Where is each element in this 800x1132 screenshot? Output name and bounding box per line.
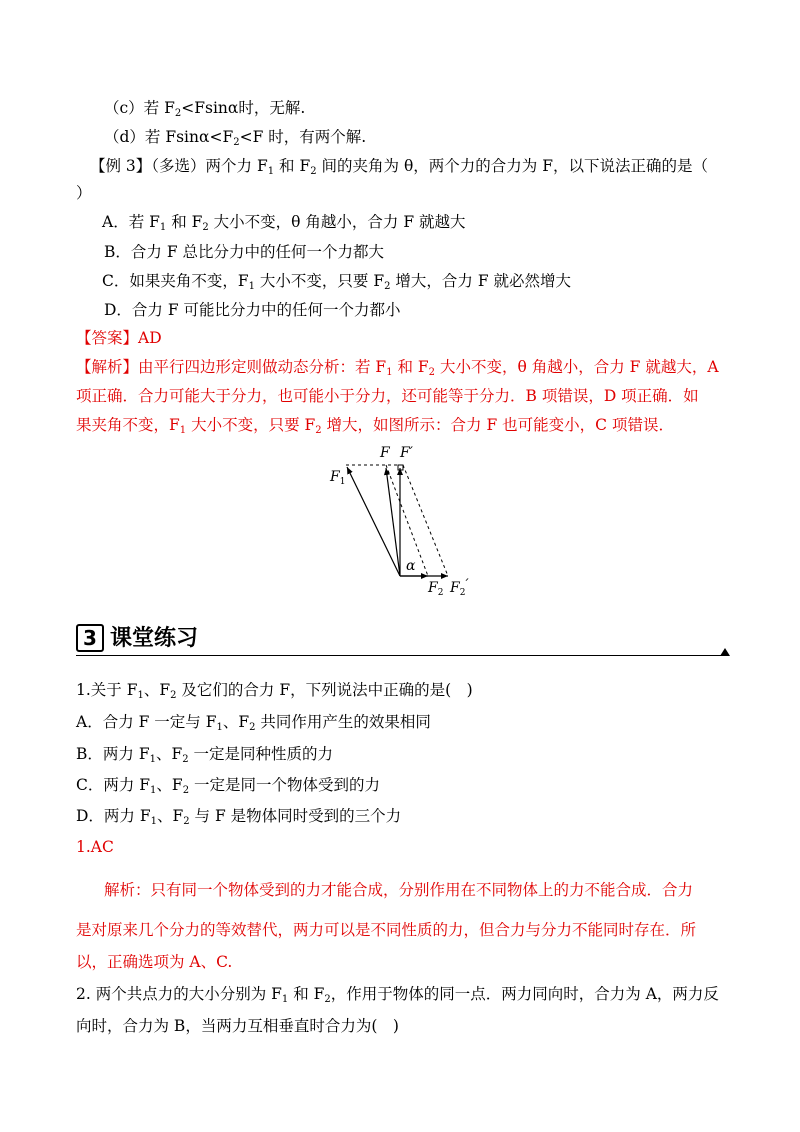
example-3-option-a: A．若 $F_1$ 和 $F_2$ 大小不变，θ 角越小，合力 F 就越大 <box>102 213 466 233</box>
f1-vector <box>347 467 400 576</box>
case-c-text: （c）若 $F_2<Fsin\alpha$时，无解. <box>104 99 306 119</box>
question-1-explanation-line-1: 解析：只有同一个物体受到的力才能合成，分别作用在不同物体上的力不能合成．合力 <box>104 881 694 899</box>
section-header <box>76 622 730 658</box>
analysis-line-1: 【解析】由平行四边形定则做动态分析：若 $F_1$ 和 $F_2$ 大小不变，θ 角越小，合力 F 就越大，A <box>76 358 719 378</box>
question-1-explanation-line-2: 是对原来几个分力的等效替代，两力可以是不同性质的力，但合力与分力不能同时存在．所 <box>76 921 697 939</box>
example-3-option-b: B．合力 F 总比分力中的任何一个力都大 <box>104 243 385 261</box>
label-alpha: α <box>406 558 416 574</box>
section-title: 课堂练习 <box>110 626 199 651</box>
section-number-badge: 3 <box>76 624 104 652</box>
question-1-answer: 1.AC <box>76 838 114 856</box>
question-1-option-a: A．合力 F 一定与 $F_1$、$F_2$ 共同作用产生的效果相同 <box>76 713 431 733</box>
question-1-option-c: C．两力 $F_1$、$F_2$ 一定是同一个物体受到的力 <box>76 776 380 796</box>
example-3-option-d: D．合力 F 可能比分力中的任何一个力都小 <box>104 301 401 319</box>
example-3-option-c: C．如果夹角不变，$F_1$ 大小不变，只要 $F_2$ 增大，合力 F 就必然增大 <box>102 272 572 292</box>
label-f: F <box>380 445 390 461</box>
label-f2: $F_2$ <box>428 580 444 598</box>
analysis-line-3: 果夹角不变，$F_1$ 大小不变，只要 $F_2$ 增大，如图所示：合力 F 也可能变小，C 项错误． <box>76 416 674 436</box>
example-3-close-paren: ） <box>76 184 92 202</box>
label-f1: $F_1$ <box>330 469 346 487</box>
force-parallelogram-diagram <box>320 440 520 605</box>
example-3-answer: 【答案】AD <box>76 329 162 347</box>
question-1-option-d: D．两力 $F_1$、$F_2$ 与 F 是物体同时受到的三个力 <box>76 807 402 827</box>
question-2-line-2: 向时，合力为 B，当两力互相垂直时合力为( ) <box>76 1017 399 1035</box>
section-rule <box>76 655 722 656</box>
case-d-text: （d）若 $Fsin\alpha<F_2<F$ 时，有两个解. <box>104 128 367 148</box>
example-3-question: 【例 3】（多选）两个力 $F_1$ 和 $F_2$ 间的夹角为 θ，两个力的合力为 F，以下说法正确的是（ <box>90 157 708 177</box>
analysis-line-2: 项正确．合力可能大于分力，也可能小于分力，还可能等于分力．B 项错误，D 项正确．如 <box>76 387 699 405</box>
label-f-prime: F′ <box>400 445 413 461</box>
triangle-marker-icon <box>720 648 730 656</box>
question-1-explanation-line-3: 以，正确选项为 A、C. <box>76 953 233 971</box>
question-1-option-b: B．两力 $F_1$、$F_2$ 一定是同种性质的力 <box>76 745 334 765</box>
question-2-line-1: 2. 两个共点力的大小分别为 $F_1$ 和 $F_2$，作用于物体的同一点．两力同向时，合力为 A，两力反 <box>76 985 719 1005</box>
question-1: 1.关于 $F_1$、$F_2$ 及它们的合力 F，下列说法中正确的是( ) <box>76 681 473 701</box>
label-f2-prime: $F_2'$ <box>450 577 469 598</box>
